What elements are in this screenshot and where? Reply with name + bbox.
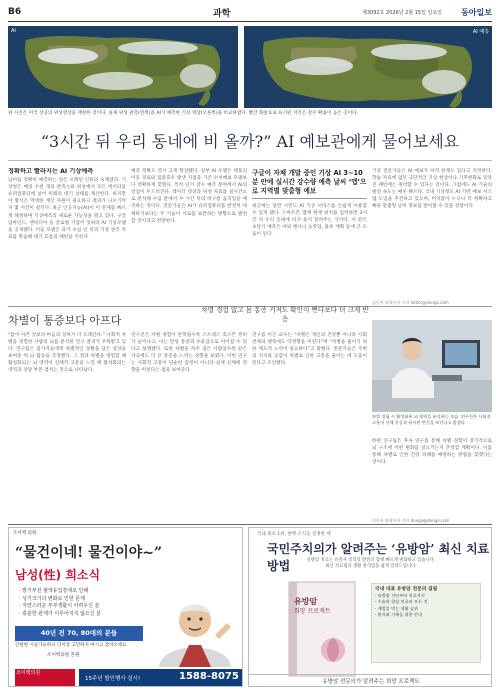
ad-person-photo xyxy=(149,583,241,667)
article1-pullquote: 구글이 자체 개발 중인 기상 AI 3∼10분 안에 실시간 강수량 예측 날씨 ‘앱’으로 지역별 맞춤형 예보 xyxy=(252,169,367,199)
lab-photo-image xyxy=(372,320,492,412)
clinic-advertisement[interactable] xyxy=(8,527,243,687)
ad-note: 간편한 시술가능하니 더이상 고민하지 마시고 찾아오세요 xyxy=(15,643,127,648)
book-ad-label: 국내 최초 1위, 발행 조직을 설명한 책 xyxy=(257,532,331,537)
article2-photo xyxy=(372,320,492,412)
book-ad-headline: 국민주치의가 알려주는 ‘유방암’ 최신 치료 방법 xyxy=(267,542,490,573)
satellite-image-right xyxy=(244,26,492,108)
masthead-logo: 동아일보 xyxy=(461,8,492,17)
satellite-map-right xyxy=(244,26,492,108)
map-label-right: AI 예측 xyxy=(472,29,489,35)
map-label-left: AI xyxy=(11,28,16,34)
article2-column-3: 연구를 이끈 교수는 “차별은 개인의 건강뿐 아니라 사회 전체의 행복에도 악영향을 미친다”며 “차별을 줄이기 위한 제도적 노력이 필요하다”고 말했다. 전문가들은 주변의 지지와 공감이 차별로 인한 고통을 줄이는 데 도움이 된다고 조언했다. xyxy=(252,333,367,367)
elderly-man-image xyxy=(149,583,241,667)
ad-clinic-label: 조이맥 의원 xyxy=(13,531,37,536)
book-cover xyxy=(285,580,359,678)
photo-caption-top: 위 사진은 미국 상공의 위성영상을 재현한 것이다. 실제 위성 관측(왼쪽)과 AI가 예측한 기상 영상(오른쪽)을 비교하였다. 빨간 화살표로 표시된 지역은 강수 확률이 높은 곳이다. xyxy=(8,111,358,116)
article2-byline: 이동아 과학동아 기자 donga@donga.com xyxy=(372,518,450,523)
ad-point: · 자연스러운 부부생활이 어려우신 분 xyxy=(19,603,100,610)
article1-column-1 xyxy=(8,168,126,299)
ad-clinic-note: 조이맥의원 본원 xyxy=(47,653,80,658)
ad-point: · 성기크기의 변화로 인한 문제 xyxy=(19,595,85,602)
article2-photo-caption: 차별 경험 시 활성화된 뇌 영역을 분석하는 모습. 연구진은 사회적 고통이 신체 통증과 유사한 반응을 보인다고 밝혔다. xyxy=(372,414,491,425)
satellite-image-left xyxy=(8,26,238,108)
ad-headline: “물건이네! 물건이야~” xyxy=(15,545,163,561)
article1-byline: 김동아 과학동아 기자 editor@donga.com xyxy=(372,300,449,305)
article1-column-4: 기상 전문가들은 AI 예보가 아직 한계도 있다고 지적한다. 학습 자료에 없던 극단적인 기상 현상이나 기후변화로 달라진 패턴에는 취약할 수 있다는 것이다. 그럼에도 AI 기술의 발전 속도는 매우 빠르다. 국내 기상청도 AI 기반 예보 시스템 도입을 추진하고 있으며, 머지않아 누구나 더 정확하고 빠른 맞춤형 날씨 정보를 받아볼 수 있을 전망이다. xyxy=(372,169,492,210)
satellite-map-left xyxy=(8,26,238,108)
ad-point: · 충분한 관계가 이루어지지 않으신 분 xyxy=(19,610,101,617)
page-header xyxy=(8,6,492,22)
book-contents-item: · 환자와 가족을 위한 안내 xyxy=(375,611,423,617)
article2-subheadline: 차별 경험 없고 몸 통증 커져도 확인이 뻔다보다 더 크게 반응 xyxy=(201,306,369,323)
book-contents-title: 국내 대표 유방암 전문의 집필 xyxy=(375,587,438,592)
article2-column-4: 한편 연구팀은 후속 연구를 통해 차별 경험이 장기적으로 뇌 구조에 어떤 변화를 일으키는지 추적할 계획이다. 이를 통해 차별로 인한 건강 피해를 예방하는 방법을 찾겠다는 것이다. xyxy=(372,439,492,466)
book-contents-box xyxy=(371,583,481,663)
article1-column-1-text: 날씨를 정확히 예측하는 일은 오래된 인류의 숙제였다. 기상청은 매일 수천 개의 관측소와 위성에서 모은 데이터를 슈퍼컴퓨터에 넣어 미래의 대기 상태를 계산한다. 하지만 이 방식은 막대한 계산 자원이 필요하고 결과가 나오기까지 몇 시간이 걸린다. 최근 인공지능(AI)이 이 문제를 빠르게 해결하며 기상예측의 새로운 가능성을 열고 있다. 구글 딥마인드, 엔비디아 등 글로벌 기업이 잇따라 AI 기상모델을 공개했다. 이들 모델은 과거 수십 년 치의 기상 관측 자료를 학습해 대기 흐름의 패턴을 익힌다. xyxy=(8,178,126,240)
article2-column-1: “몸이 아픈 것보다 마음의 상처가 더 오래간다.” 사회적 차별을 경험한 사람의 뇌를 분석한 연구 결과가 주목받고 있다. 연구팀은 참가자들에게 차별적인 상황을 담은 영상을 보여준 뒤 뇌 활동을 측정했다. 그 결과 차별을 경험할 때 활성화되는 뇌 영역이 신체적 고통을 느낄 때 활성화되는 영역과 상당 부분 겹치는 것으로 나타났다. xyxy=(8,333,126,374)
book-advertisement[interactable] xyxy=(248,527,492,687)
article2-column-2: 연구진은 차별 경험이 반복될수록 스트레스 호르몬 분비가 늘어나고, 이는 만성 통증과 우울감으로 이어질 수 있다고 설명했다. 또한 차별을 자주 겪은 사람일수록 같은 자극에도 더 큰 통증을 느끼는 경향을 보였다. 이번 연구는 사회적 고통이 단순한 감정이 아니라 실제 신체에 영향을 미친다는 점을 보여준다. xyxy=(131,333,247,374)
page-number: B6 xyxy=(8,7,22,17)
book-contents-item: · 유방암 진단부터 치료까지 xyxy=(375,593,425,599)
article1-subhead: 정확하고 빨라지는 AI 기상예측 xyxy=(8,168,94,175)
ad-point: · 발기부전 혈액유입장애로 인해 xyxy=(19,588,89,594)
ad-divider xyxy=(8,524,492,525)
book-contents-item: · 재발을 막는 생활 습관 xyxy=(375,605,419,611)
dateline: 제3092호 2026년 2월 15일 일요일 xyxy=(362,10,442,16)
ad-clinic-logo xyxy=(15,669,75,687)
book-cover-image xyxy=(285,580,359,678)
article1-column-2: 예측 정확도 역시 크게 향상됐다. 일부 AI 모델은 태풍의 이동 경로와 집중호우 발생 지점을 기존 수치예보 모델보다 정확하게 맞혔다. 특히 단기 강수 예측 분야에서 AI의 강점이 두드러진다. 레이더 영상과 위성 자료를 실시간으로 분석해 수십 분에서 수 시간 뒤의 비구름 움직임을 예측하는 것이다. 전문가들은 AI가 슈퍼컴퓨터를 완전히 대체하기보다는 두 기술이 서로를 보완하는 방향으로 발전할 것이라고 전망한다. xyxy=(131,169,247,224)
article1-column-3: 최근에는 일반 시민도 AI 기상 서비스를 손쉽게 이용할 수 있게 됐다. 스마트폰 앱에 현재 위치를 입력하면 3시간 뒤 우리 동네에 비가 올지 알려주는 식이다. 이 같은 초단기 예측은 야외 행사나 농작업, 물류 계획 등에 큰 도움이 된다. xyxy=(252,204,367,238)
book-contents-item: · 수술과 항암 치료의 모든 것 xyxy=(375,599,428,605)
ad-points-list xyxy=(19,588,144,618)
book-ad-line: 유방암 치료는 유전자 의학의 발전과 함께 빠르게 변화하고 있습니다. xyxy=(306,558,436,563)
book-ad-line: 최신 치료법과 생활 관리법을 쉽게 알려드립니다. xyxy=(325,564,417,569)
section-name: 과학 xyxy=(213,9,231,19)
book-title: 유방암 xyxy=(294,596,318,606)
book-subtitle: 희망 프로젝트 xyxy=(294,608,331,615)
article2-headline: 차별이 통증보다 아프다 xyxy=(8,314,122,327)
book-ad-description xyxy=(257,558,485,570)
ad-logo-text: 조이맥의원 xyxy=(16,670,41,676)
ad-promo-text: 15주년 할인행사 실시! xyxy=(85,676,141,682)
ad-phone-number[interactable]: 1588-8075 xyxy=(179,671,239,682)
ad-highlight-band: 40년 전 70, 80대의 분들 xyxy=(15,626,143,641)
ad-title: 남성(性) 희소식 xyxy=(15,568,101,582)
main-headline: “3시간 뒤 우리 동네에 비 올까?” AI 예보관에게 물어보세요 xyxy=(8,129,492,161)
book-ad-footer: 유방암 전문의가 알려주는 희망 프로젝트 xyxy=(249,674,492,687)
